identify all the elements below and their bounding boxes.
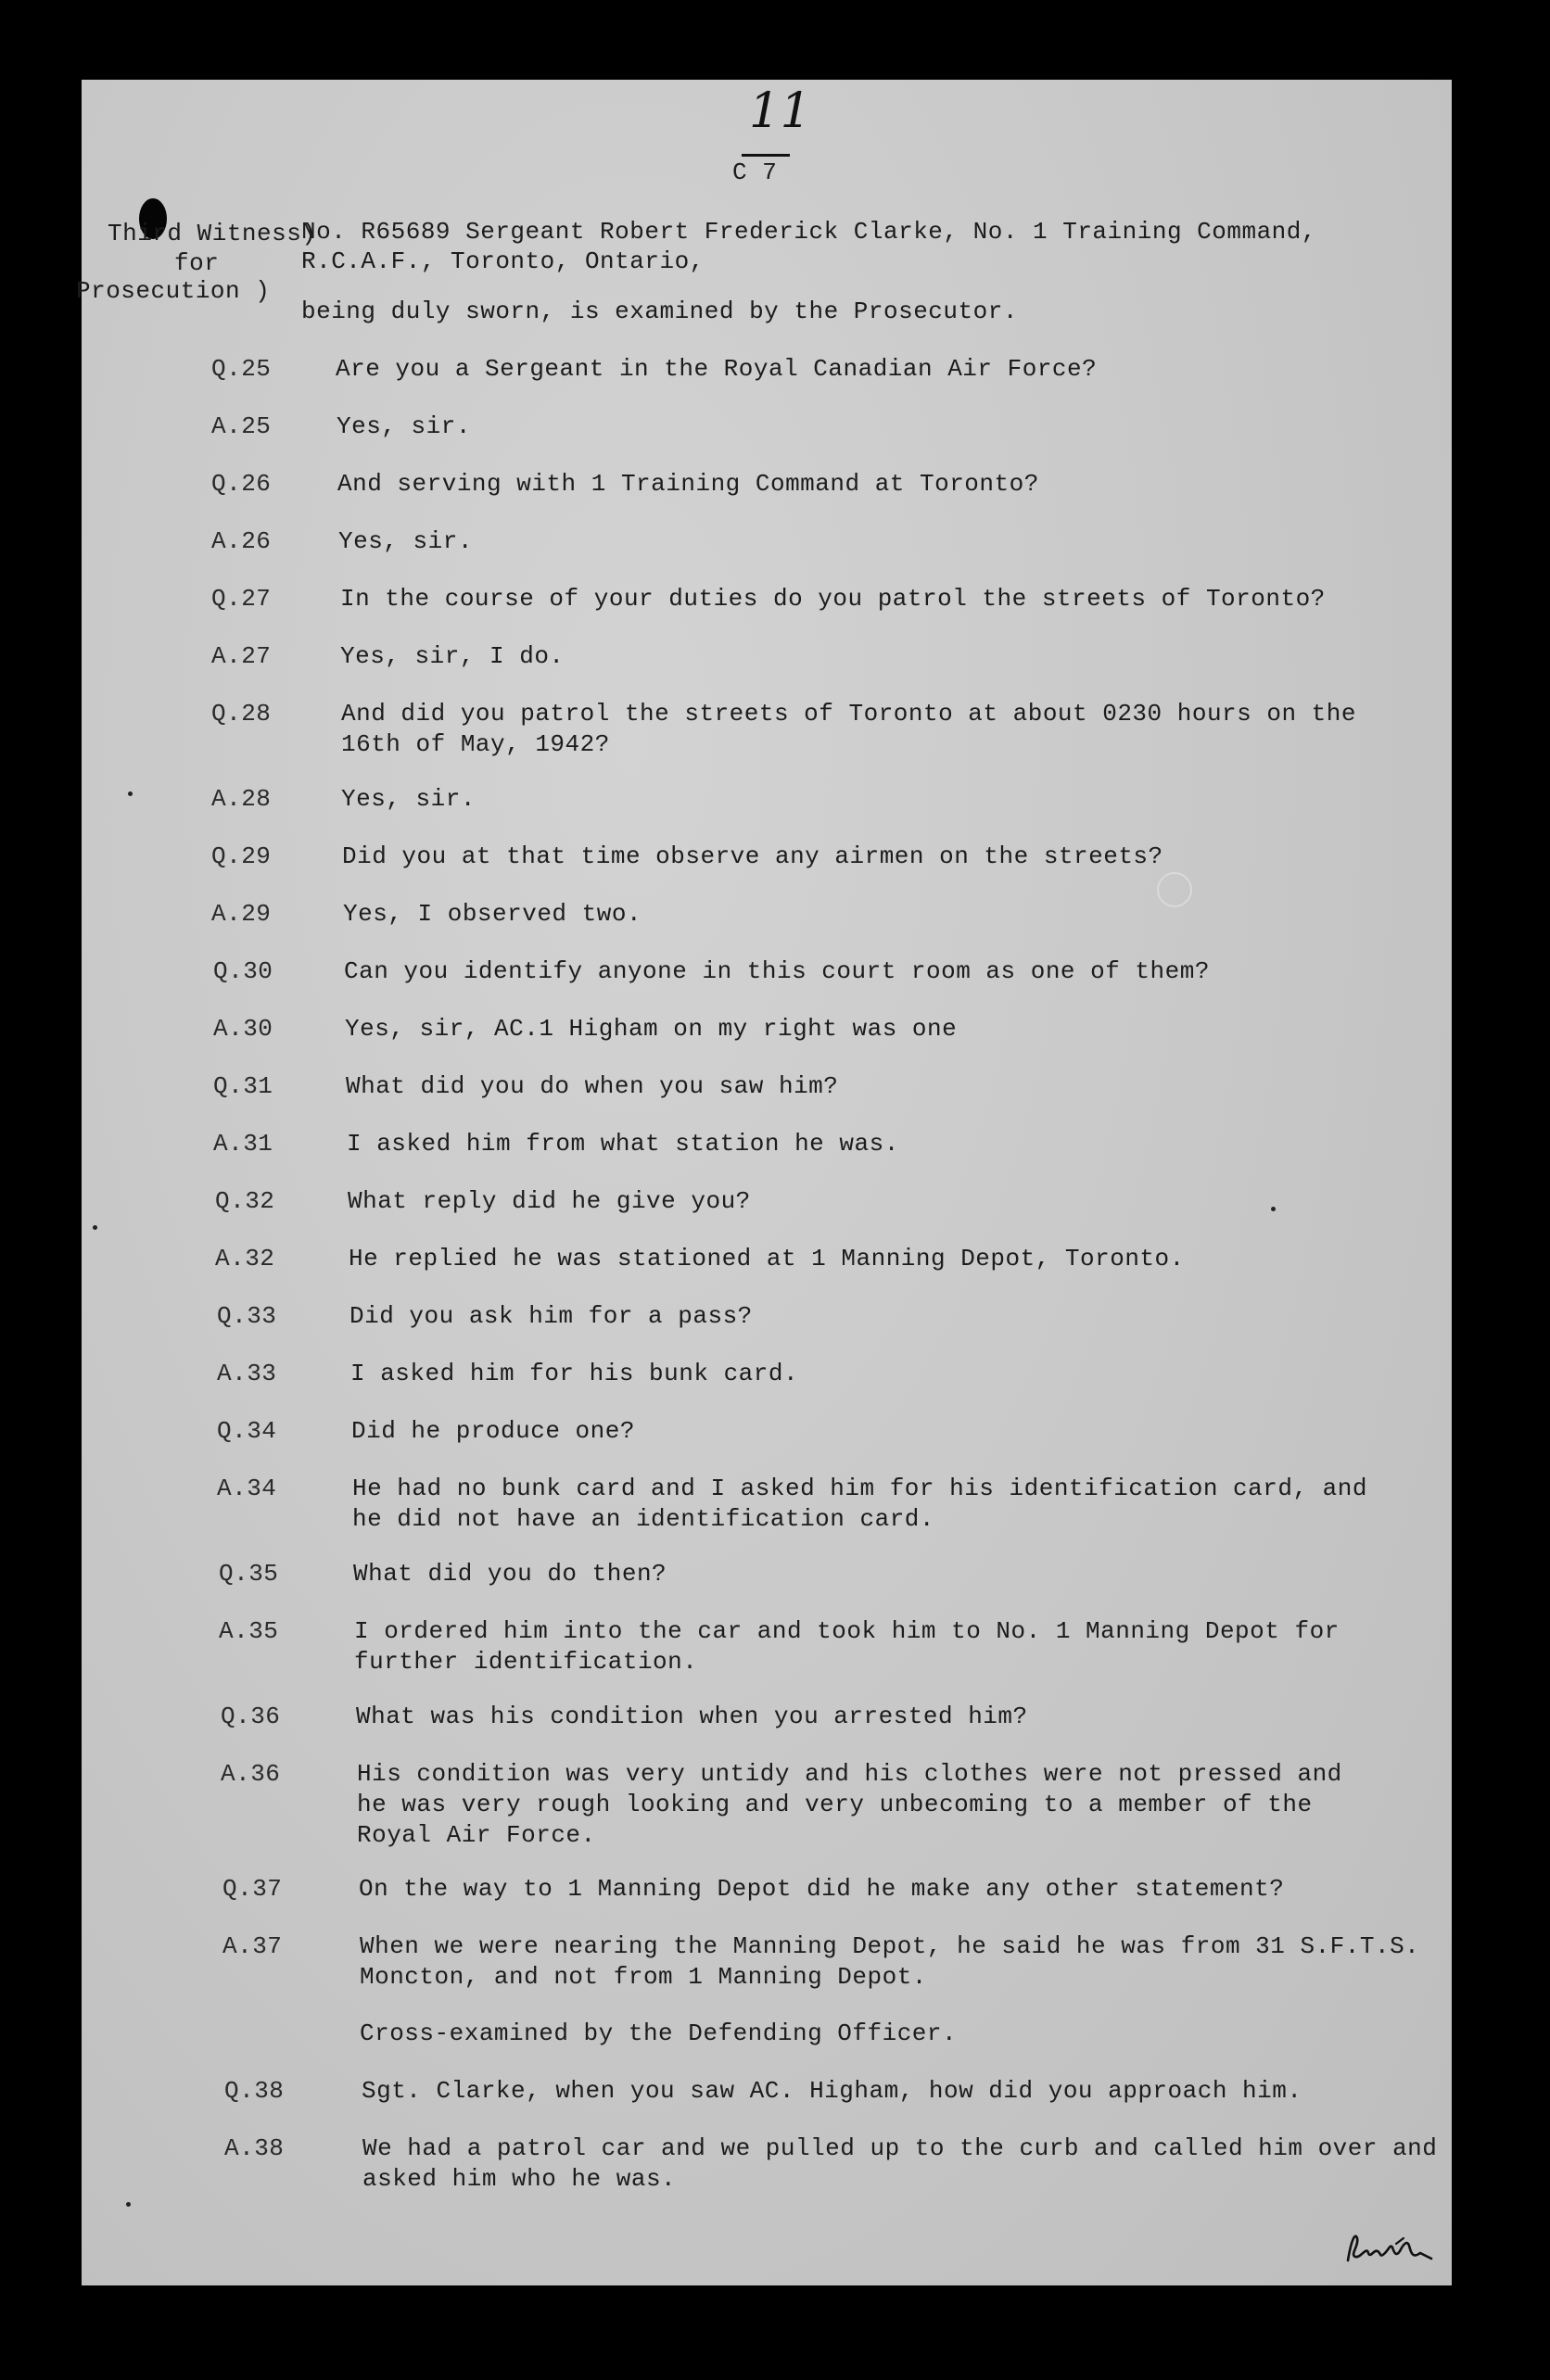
entry-text: Did he produce one?	[351, 1417, 635, 1445]
scan-speck	[126, 2202, 131, 2207]
entry-label: Q.37	[222, 1875, 283, 1903]
witness-header-line-1: No. R65689 Sergeant Robert Frederick Clarke, No. 1 Training Command,	[301, 218, 1316, 246]
entry-text: Yes, sir.	[338, 527, 473, 555]
scan-speck	[1271, 1207, 1276, 1211]
entry-text: And did you patrol the streets of Toronto at about 0230 hours on the	[341, 700, 1356, 728]
entry-label: A.25	[211, 412, 272, 440]
entry-label: Q.27	[211, 585, 272, 613]
entry-text: In the course of your duties do you patrol the streets of Toronto?	[340, 585, 1326, 613]
entry-text: Yes, I observed two.	[343, 900, 642, 928]
entry-text: What did you do when you saw him?	[346, 1072, 839, 1100]
entry-text: Yes, sir, I do.	[340, 642, 565, 670]
entry-text: What reply did he give you?	[348, 1187, 751, 1215]
entry-text: Moncton, and not from 1 Manning Depot.	[360, 1963, 927, 1991]
entry-label: Q.31	[213, 1072, 273, 1100]
entry-text: Are you a Sergeant in the Royal Canadian Air Force?	[336, 355, 1098, 383]
entry-label: A.35	[219, 1617, 279, 1645]
entry-text: He had no bunk card and I asked him for his identification card, and	[352, 1475, 1367, 1502]
entry-text: asked him who he was.	[362, 2165, 677, 2193]
scan-artifact	[1157, 872, 1192, 907]
entry-text: Yes, sir.	[337, 412, 471, 440]
entry-text: Yes, sir.	[341, 785, 476, 813]
entry-text: Did you ask him for a pass?	[349, 1302, 753, 1330]
entry-label: Q.33	[217, 1302, 277, 1330]
entry-text: Sgt. Clarke, when you saw AC. Higham, how did you approach him.	[362, 2077, 1302, 2105]
entry-label: A.38	[224, 2134, 285, 2162]
entry-label: Q.28	[211, 700, 272, 728]
entry-text: And serving with 1 Training Command at Toronto?	[337, 470, 1039, 498]
entry-label: Q.30	[213, 957, 273, 985]
entry-text: further identification.	[354, 1648, 698, 1676]
entry-text: I asked him from what station he was.	[347, 1130, 899, 1158]
document-page	[76, 80, 1452, 2285]
entry-label: Q.35	[219, 1560, 279, 1588]
scan-speck	[128, 791, 133, 796]
scan-speck	[93, 1225, 97, 1230]
entry-label: Q.26	[211, 470, 272, 498]
entry-label: Q.38	[224, 2077, 285, 2105]
entry-text: When we were nearing the Manning Depot, he said he was from 31 S.F.T.S.	[360, 1932, 1420, 1960]
entry-text: I asked him for his bunk card.	[350, 1360, 799, 1387]
entry-text: Can you identify anyone in this court room as one of them?	[344, 957, 1210, 985]
sworn-statement: being duly sworn, is examined by the Prosecutor.	[301, 298, 1018, 325]
entry-label: A.26	[211, 527, 272, 555]
entry-text: I ordered him into the car and took him to No. 1 Manning Depot for	[354, 1617, 1340, 1645]
page-number-underline	[742, 154, 790, 157]
signature-image	[1342, 2225, 1435, 2272]
entry-text: What was his condition when you arrested him?	[356, 1703, 1028, 1730]
cross-examination-heading: Cross-examined by the Defending Officer.	[360, 2019, 958, 2047]
entry-text: Royal Air Force.	[357, 1821, 596, 1849]
entry-label: A.27	[211, 642, 272, 670]
witness-side-label-3: Prosecution )	[76, 277, 271, 305]
entry-label: Q.34	[217, 1417, 277, 1445]
witness-header-line-2: R.C.A.F., Toronto, Ontario,	[301, 247, 705, 275]
entry-text: He replied he was stationed at 1 Manning Depot, Toronto.	[349, 1245, 1185, 1272]
entry-label: A.29	[211, 900, 272, 928]
entry-label: Q.29	[211, 842, 272, 870]
entry-label: Q.36	[221, 1703, 281, 1730]
entry-label: A.36	[221, 1760, 281, 1788]
entry-label: A.30	[213, 1015, 273, 1043]
entry-text: he did not have an identification card.	[352, 1505, 934, 1533]
entry-text: His condition was very untidy and his clothes were not pressed and	[357, 1760, 1342, 1788]
entry-label: A.37	[222, 1932, 283, 1960]
entry-text: We had a patrol car and we pulled up to the curb and called him over and	[362, 2134, 1438, 2162]
entry-label: A.34	[217, 1475, 277, 1502]
entry-label: Q.25	[211, 355, 272, 383]
entry-text: 16th of May, 1942?	[341, 730, 610, 758]
entry-label: A.31	[213, 1130, 273, 1158]
witness-side-label-2: for	[174, 249, 220, 277]
entry-text: Yes, sir, AC.1 Higham on my right was one	[345, 1015, 958, 1043]
entry-text: What did you do then?	[353, 1560, 667, 1588]
entry-text: he was very rough looking and very unbecoming to a member of the	[357, 1791, 1313, 1818]
entry-label: A.32	[215, 1245, 275, 1272]
page-number: 11	[749, 83, 812, 139]
witness-side-label-1: Third Witness)	[108, 220, 317, 247]
entry-label: Q.32	[215, 1187, 275, 1215]
entry-label: A.28	[211, 785, 272, 813]
entry-text: On the way to 1 Manning Depot did he make any other statement?	[359, 1875, 1285, 1903]
section-code: C 7	[732, 158, 778, 186]
entry-text: Did you at that time observe any airmen on the streets?	[342, 842, 1163, 870]
entry-label: A.33	[217, 1360, 277, 1387]
